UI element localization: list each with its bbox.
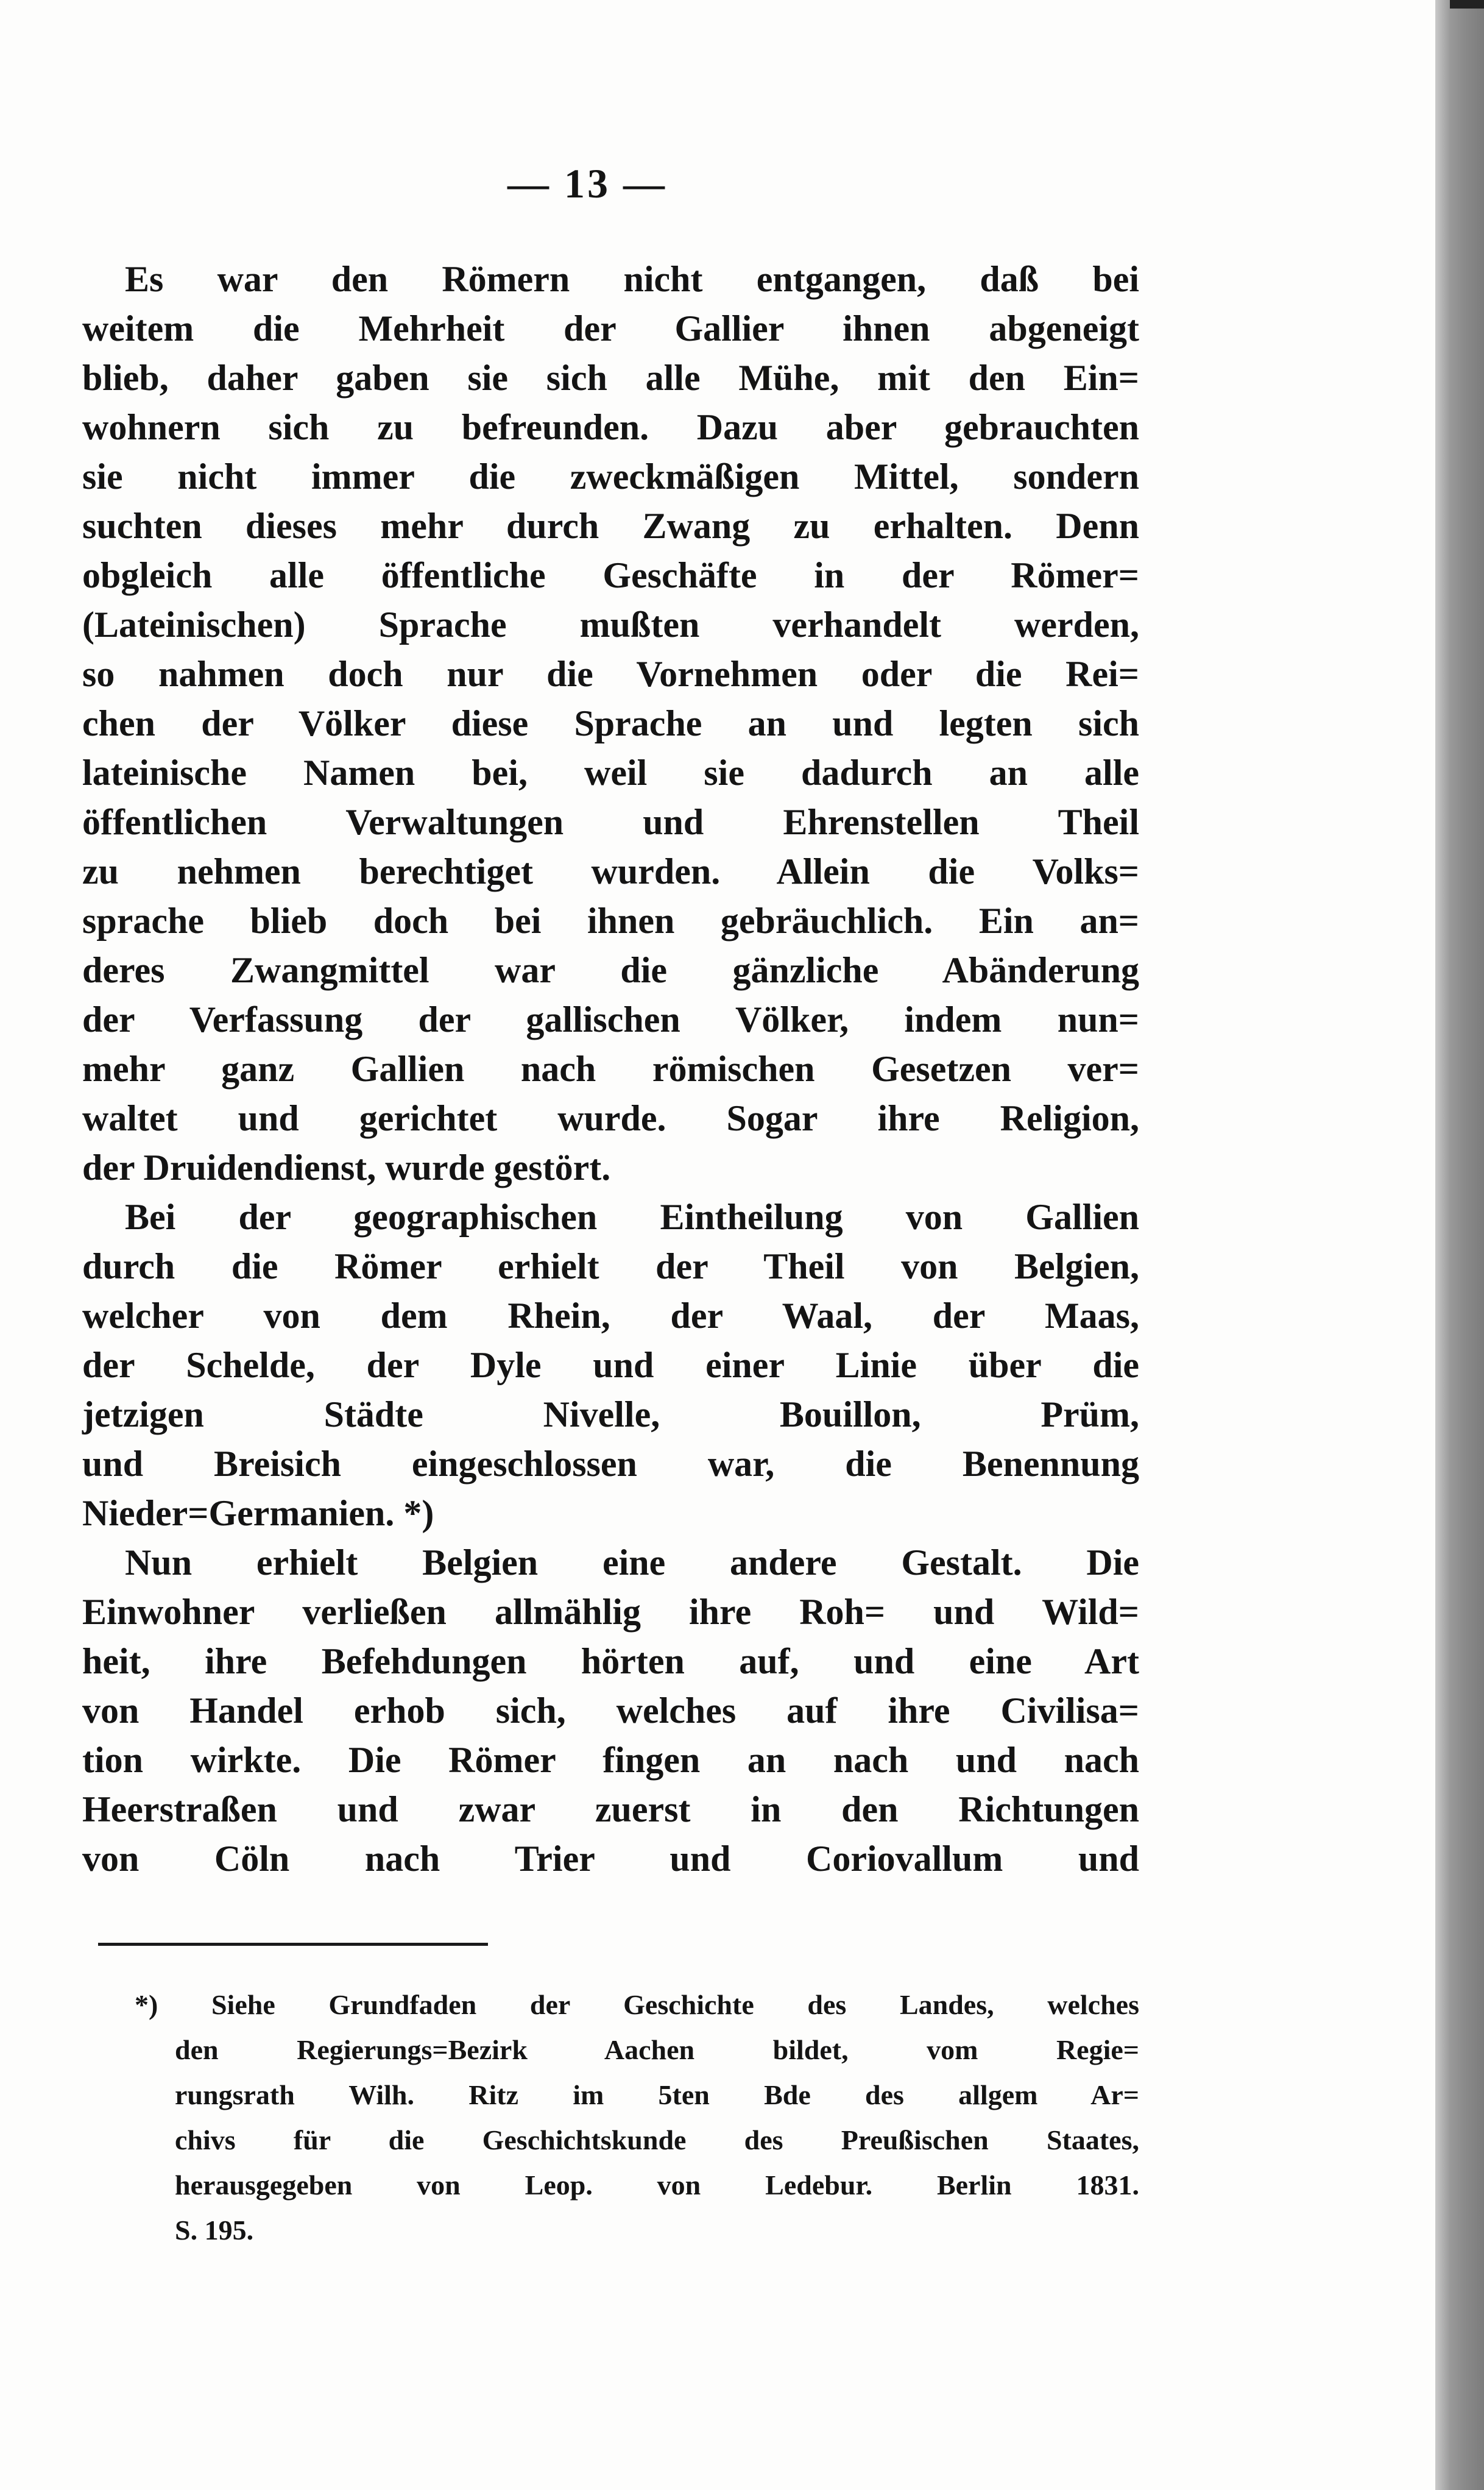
page-edge-corner (1450, 0, 1484, 9)
footnote-rule (98, 1943, 488, 1946)
text-line: welcher von dem Rhein, der Waal, der Maas, (82, 1296, 1139, 1336)
body-text (82, 255, 1139, 1884)
text-line: Bei der geographischen Eintheilung von Gallien (125, 1197, 1139, 1237)
text-line: suchten dieses mehr durch Zwang zu erhalten. Denn (82, 506, 1139, 546)
text-line: Nun erhielt Belgien eine andere Gestalt. Die (125, 1542, 1139, 1583)
footnote-line: chivs für die Geschichtskunde des Preußischen Staates, (175, 2124, 1139, 2155)
text-line: von Handel erhob sich, welches auf ihre Civilisa= (82, 1690, 1139, 1731)
text-line: der Verfassung der gallischen Völker, indem nun= (82, 999, 1139, 1040)
text-line: (Lateinischen) Sprache mußten verhandelt werden, (82, 605, 1139, 645)
text-line: so nahmen doch nur die Vornehmen oder die Rei= (82, 654, 1139, 694)
text-line: durch die Römer erhielt der Theil von Belgien, (82, 1246, 1139, 1286)
footnote-line: herausgegeben von Leop. von Ledebur. Berlin 1831. (175, 2169, 1139, 2201)
text-line: weitem die Mehrheit der Gallier ihnen abgeneigt (82, 308, 1139, 349)
text-line: chen der Völker diese Sprache an und legten sich (82, 703, 1139, 743)
footnote-line: rungsrath Wilh. Ritz im 5ten Bde des allgem Ar= (175, 2079, 1139, 2110)
text-line: Nieder=Germanien. *) (82, 1493, 434, 1533)
text-line: der Druidendienst, wurde gestört. (82, 1147, 611, 1188)
page-number: — 13 — (507, 160, 667, 207)
text-line: sprache blieb doch bei ihnen gebräuchlich. Ein an= (82, 901, 1139, 941)
text-line: obgleich alle öffentliche Geschäfte in der Römer= (82, 555, 1139, 595)
text-line: tion wirkte. Die Römer fingen an nach und nach (82, 1740, 1139, 1780)
text-line: der Schelde, der Dyle und einer Linie über die (82, 1345, 1139, 1385)
text-line: von Cöln nach Trier und Coriovallum und (82, 1839, 1139, 1879)
text-line: lateinische Namen bei, weil sie dadurch an alle (82, 753, 1139, 793)
footnote (135, 1982, 1139, 2253)
footnote-line: den Regierungs=Bezirk Aachen bildet, vom Regie= (175, 2034, 1139, 2065)
footnote-line: *) Siehe Grundfaden der Geschichte des Landes, welches (135, 1989, 1139, 2020)
text-line: jetzigen Städte Nivelle, Bouillon, Prüm, (82, 1394, 1139, 1435)
text-line: öffentlichen Verwaltungen und Ehrenstellen Theil (82, 802, 1139, 842)
text-line: heit, ihre Befehdungen hörten auf, und eine Art (82, 1641, 1139, 1681)
text-line: Einwohner verließen allmählig ihre Roh= und Wild= (82, 1592, 1139, 1632)
text-line: blieb, daher gaben sie sich alle Mühe, mit den Ein= (82, 358, 1139, 398)
text-line: waltet und gerichtet wurde. Sogar ihre Religion, (82, 1098, 1139, 1138)
text-line: Es war den Römern nicht entgangen, daß bei (125, 259, 1139, 299)
text-line: deres Zwangmittel war die gänzliche Abänderung (82, 950, 1139, 990)
text-line: mehr ganz Gallien nach römischen Gesetzen ver= (82, 1049, 1139, 1089)
text-line: wohnern sich zu befreunden. Dazu aber gebrauchten (82, 407, 1139, 447)
text-line: sie nicht immer die zweckmäßigen Mittel, sondern (82, 456, 1139, 497)
text-line: zu nehmen berechtiget wurden. Allein die Volks= (82, 851, 1139, 892)
footnote-line: S. 195. (175, 2215, 254, 2246)
text-line: Heerstraßen und zwar zuerst in den Richtungen (82, 1789, 1139, 1829)
text-line: und Breisich eingeschlossen war, die Benennung (82, 1444, 1139, 1484)
page-edge-shadow (1435, 0, 1484, 2490)
